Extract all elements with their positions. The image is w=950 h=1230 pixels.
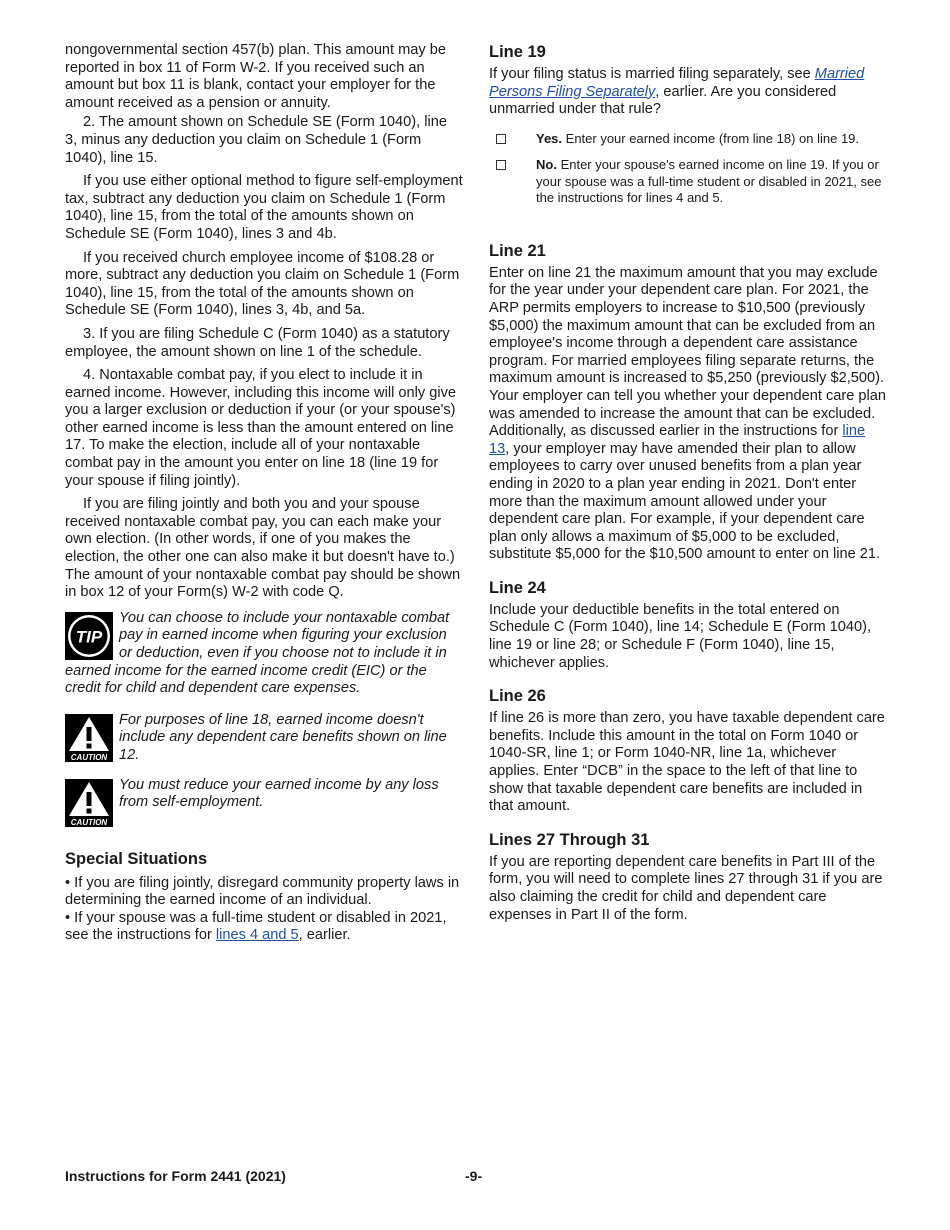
tip-note xyxy=(65,610,463,698)
caution-icon-label: CAUTION xyxy=(70,752,108,762)
section-heading: Line 21 xyxy=(489,241,546,260)
paragraph: Include your deductible benefits in the total entered on Schedule C (Form 1040), line 14; Schedule E (Form 1040), line 19 or line 28; or Schedule F (Form 1040), line 15, whichever applies. xyxy=(489,601,872,671)
line-13-link[interactable]: line 13 xyxy=(489,423,866,457)
no-checkbox[interactable] xyxy=(496,160,506,170)
paragraph: If you use either optional method to figure self-employment tax, subtract any deduction you claim on Schedule 1 (Form 1040), line 15, from the total of the amounts shown on Schedule SE (Form 1040), lines 3 and 4b. xyxy=(65,173,463,242)
paragraph: 4. Nontaxable combat pay, if you elect to include it in earned income. However, including this income will only give you a larger exclusion or deduction if your (or your spouse's) other earned income is less than the amount entered on line 17. To make the election, include all of your nontaxable combat pay in the amount you enter on line 18 (line 19 for your spouse if filing jointly). xyxy=(65,367,456,489)
paragraph: If you received church employee income of $108.28 or more, subtract any deduction you claim on Schedule 1 (Form 1040), line 15, from the total of the amounts shown on Schedule SE (Form 1040), lines 3, 4b, and 5a. xyxy=(65,249,460,319)
yes-option: Yes. Enter your earned income (from line 18) on line 19. xyxy=(489,131,889,148)
bullet-icon: • xyxy=(65,874,71,891)
footer-title: Instructions for Form 2441 (2021) xyxy=(65,1168,286,1184)
section-heading: Line 19 xyxy=(489,43,546,61)
bullet-icon: • xyxy=(65,909,71,926)
paragraph: If line 26 is more than zero, you have taxable dependent care benefits. Include this amount in the total on Form 1040 or 1040-SR, line 1; or Form 1040-NR, line 1a, whichever applies. Enter “DCB” in the space to the left of that line to show that taxable dependent care benefits are included in that amount. xyxy=(489,710,885,815)
section-heading: Line 26 xyxy=(489,687,546,706)
right-column xyxy=(489,42,889,924)
caution-icon xyxy=(65,779,113,827)
tip-icon-label: TIP xyxy=(75,627,103,647)
no-option: No. Enter your spouse's earned income on line 19. If you or your spouse was a full-time student or disabled in 2021, see the instructions for lines 4 and 5. xyxy=(489,157,889,207)
caution-note xyxy=(65,777,463,827)
left-column xyxy=(65,42,463,945)
paragraph: 3. If you are filing Schedule C (Form 1040) as a statutory employee, the amount shown on line 1 of the schedule. xyxy=(65,325,450,360)
section-heading: Line 24 xyxy=(489,578,546,597)
section-heading: Special Situations xyxy=(65,849,208,868)
paragraph: 2. The amount shown on Schedule SE (Form 1040), line 3, minus any deduction you claim on Schedule 1 (Form 1040), line 15. xyxy=(65,114,447,166)
paragraph: nongovernmental section 457(b) plan. This amount may be reported in box 11 of Form W-2. If you received such an amount but box 11 is blank, contact your employer for the amount received as a pension or annuity. xyxy=(65,42,447,111)
caution-icon xyxy=(65,714,113,762)
caution-icon-label: CAUTION xyxy=(70,817,108,827)
yes-checkbox[interactable] xyxy=(496,134,506,144)
caution-note xyxy=(65,712,463,765)
list-item: • If your spouse was a full-time student or disabled in 2021, see the instructions for lines 4 and 5, earlier. xyxy=(65,909,447,944)
married-filing-separately-link[interactable]: Married Persons Filing Separately xyxy=(489,66,865,100)
tip-text: You can choose to include your nontaxable combat pay in earned income when figuring your exclusion or deduction, even if you choose not to include it in earned income for the earned income credit (EIC) or the credit for child and dependent care expenses. xyxy=(65,609,450,697)
paragraph: If you are reporting dependent care benefits in Part III of the form, you will need to complete lines 27 through 31 if you are also claiming the credit for child and dependent care expenses in Part II of the form. xyxy=(489,853,883,923)
paragraph: Enter on line 21 the maximum amount that you may exclude for the year under your dependent care plan. For 2021, the ARP permits employers to increase to $10,500 (previously $5,000) the maximum amount that can be excluded from an employee's income through a dependent care assistance program. For married employees filing separate returns, the maximum amount is increased to $5,250 (previously $2,500). Your employer can tell you whether your dependent care plan was amended to increase the amount that can be excluded. Additionally, as discussed earlier in the instructions for line 13, your employer may have amended their plan to allow employees to carry over unused benefits from a plan year ending in 2020 to a plan year ending in 2021. Don't enter more than the maximum amount allowed under your dependent care plan. For example, if your dependent care plan only allows a maximum of $5,000 to be excluded, substitute $5,000 for the $10,500 amount to enter on line 21. xyxy=(489,264,886,563)
caution-text: You must reduce your earned income by any loss from self-employment. xyxy=(119,776,439,811)
page-number: -9- xyxy=(465,1168,483,1184)
section-heading: Lines 27 Through 31 xyxy=(489,830,650,849)
lines-4-and-5-link[interactable]: lines 4 and 5 xyxy=(215,927,299,944)
paragraph: If your filing status is married filing separately, see Married Persons Filing Separately, earlier. Are you considered unmarried under that rule? xyxy=(489,66,865,118)
paragraph: If you are filing jointly and both you and your spouse received nontaxable combat pay, you can each make your own election. (In other words, if one of you makes the election, the other one can also make it but doesn't have to.) The amount of your nontaxable combat pay should be shown in box 12 of your Form(s) W-2 with code Q. xyxy=(65,496,461,601)
list-item: • If you are filing jointly, disregard community property laws in determining the earned income of an individual. xyxy=(65,874,460,909)
caution-text: For purposes of line 18, earned income doesn't include any dependent care benefits shown on line 12. xyxy=(119,711,447,763)
tip-icon xyxy=(65,612,113,660)
